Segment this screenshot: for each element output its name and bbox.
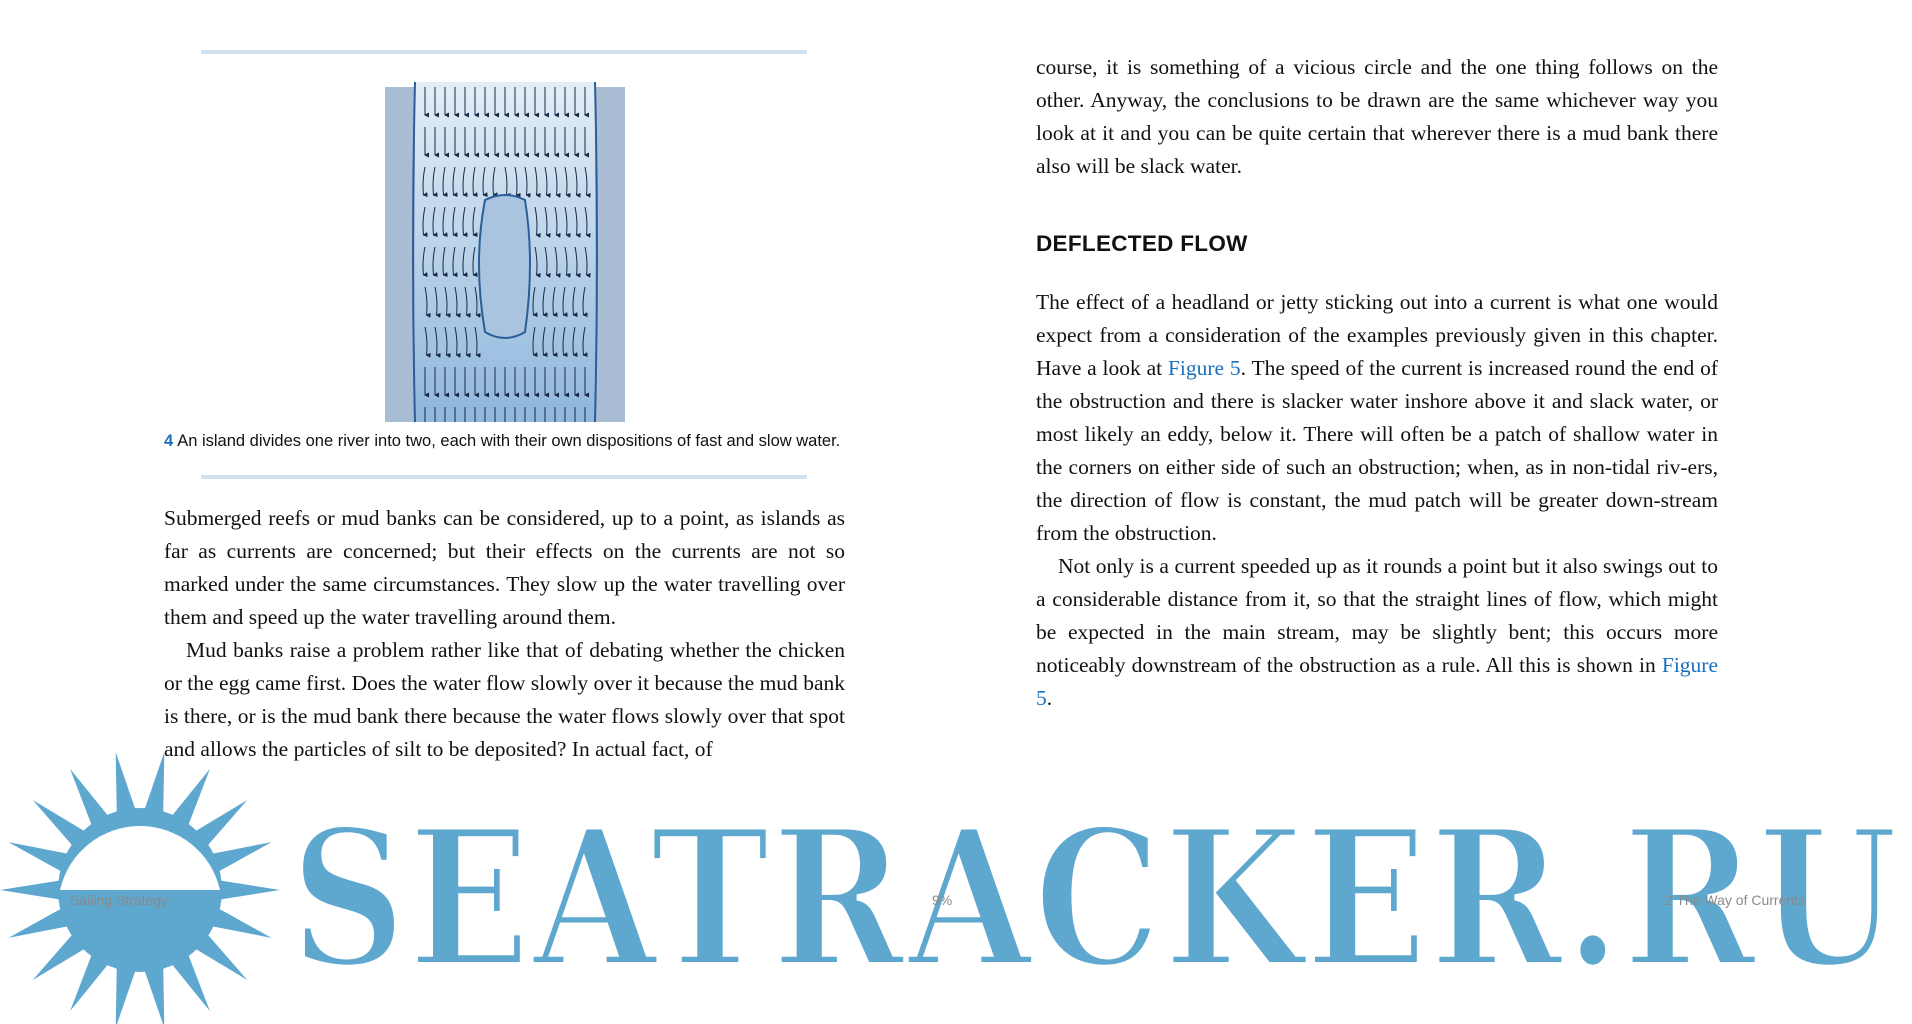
right-paragraph-1 (1036, 51, 1718, 183)
river-island-figure (385, 82, 625, 422)
text-span: . The speed of the current is increased round the end of the obstruction and there is slacker water inshore above it and slack water, or most likely an eddy, below it. There will often be a patch of shallow water in the corners on either side of such an obstruction; when, as in non-tidal riv-ers, the direction of flow is constant, the mud patch will be greater down-stream from the obstruction. (1036, 356, 1718, 545)
figure-bottom-rule (201, 475, 807, 479)
paragraph-vicious-circle: course, it is something of a vicious circle and the one thing follows on the other. Anyway, the conclusions to be drawn are the same whichever way you look at it and you can be quite certain that wherever there is a mud bank there also will be slack water. (1036, 55, 1718, 178)
left-body-text (164, 502, 845, 766)
paragraph-headland (1036, 286, 1718, 550)
figure-caption-text: An island divides one river into two, each with their own dispositions of fast and slow water. (177, 432, 841, 450)
figure-caption (164, 432, 844, 451)
paragraph-reefs: Submerged reefs or mud banks can be considered, up to a point, as islands as far as currents are concerned; but their effects on the currents are not so marked under the same circumstances. They slow up the water travelling over them and speed up the water travelling around them. (164, 506, 845, 629)
figure-top-rule (201, 50, 807, 54)
watermark-text: SEATRACKER.RU (290, 787, 1900, 1010)
footer-progress: 9% (932, 892, 953, 908)
figure-5-link[interactable]: Figure 5 (1167, 356, 1241, 380)
text-span: Not only is a current speeded up as it rounds a point but it also swings out to a considerable distance from it, so that the straight lines of flow, which might be expected in the main stream, may be slightly bent; this occurs more noticeably downstream of the obstruction as a rule. All this is shown in (1036, 554, 1718, 677)
text-span: The effect of a headland or jetty sticking out into a current is what one would expect from a consideration of the examples previously given in this chapter. Have a look at (1036, 290, 1718, 380)
figure-number: 4 (164, 432, 174, 450)
paragraph-speeded-current (1036, 550, 1718, 715)
paragraph-mud-banks: Mud banks raise a problem rather like that of debating whether the chicken or the egg came first. Does the water flow slowly over it because the mud bank is there, or is the mud bank there because the water flows slowly over that spot and allows the particles of silt to be deposited? In actual fact, of (164, 638, 845, 761)
island (479, 195, 530, 338)
seatracker-watermark (0, 740, 1912, 1024)
figure-5-link[interactable]: Figure 5 (1036, 653, 1718, 710)
sun-logo (0, 752, 280, 1024)
right-paragraph-2 (1036, 286, 1718, 715)
footer-book-title: Sailing Strategy (70, 892, 169, 908)
footer-chapter: 2 The Way of Currents (1665, 892, 1806, 908)
section-heading: DEFLECTED FLOW (1036, 231, 1248, 256)
text-span: . (1046, 686, 1053, 710)
